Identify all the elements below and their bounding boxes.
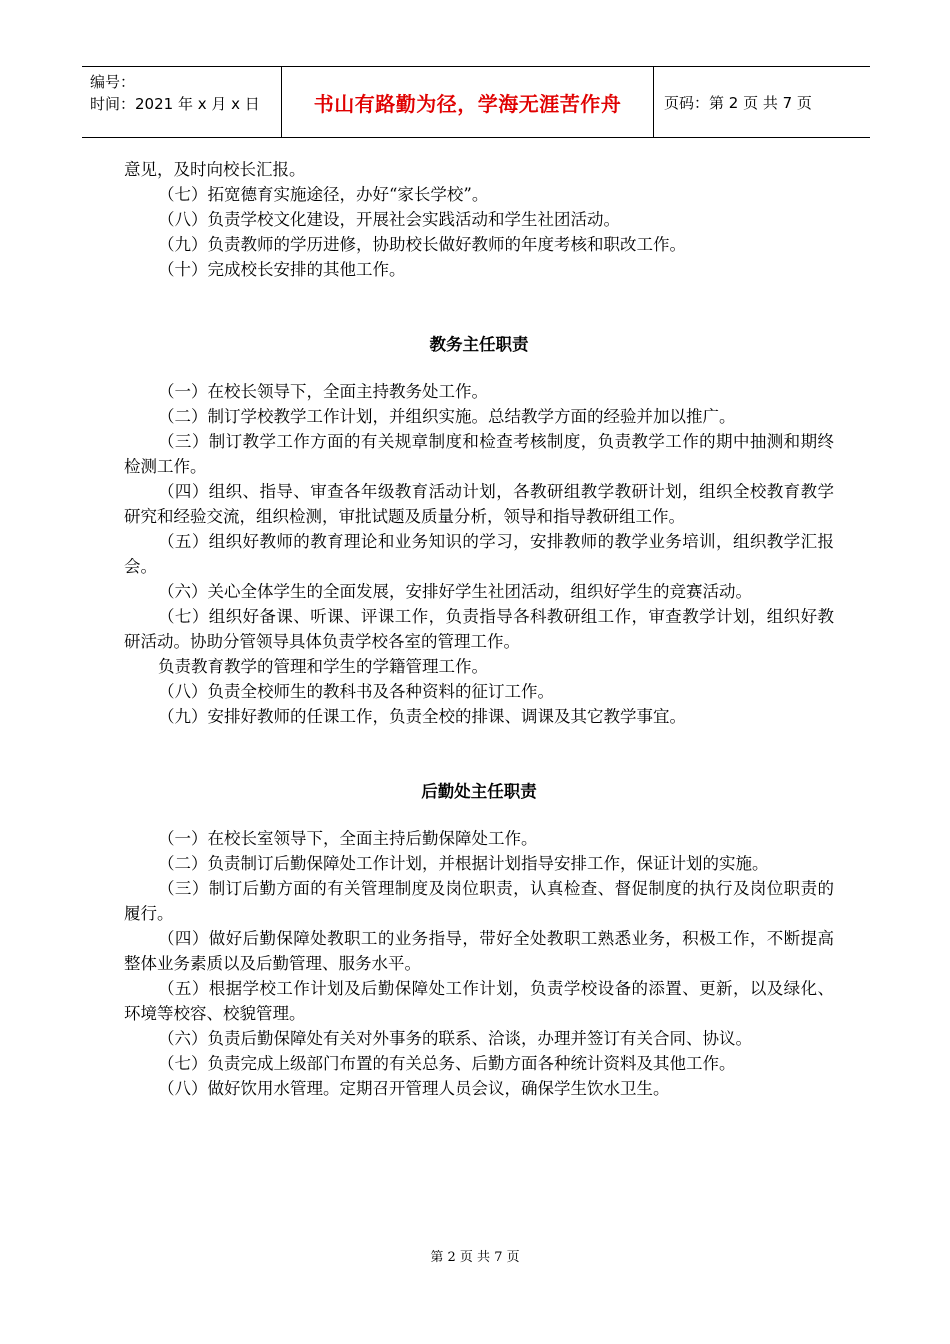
duty-item: （九）安排好教师的任课工作，负责全校的排课、调课及其它教学事宜。 [158,707,686,726]
duty-item: （一）在校长领导下，全面主持教务处工作。 [158,382,488,401]
page-header [82,66,870,138]
intro-line: （八）负责学校文化建设，开展社会实践活动和学生社团活动。 [158,210,620,229]
duty-item: （八）负责全校师生的教科书及各种资料的征订工作。 [158,682,554,701]
duty-item: （七）负责完成上级部门布置的有关总务、后勤方面各种统计资料及其他工作。 [158,1054,736,1073]
duty-item: （四）组织、指导、审查各年级教育活动计划，各教研组教学教研计划，组织全校教育教学研究和经验交流，组织检测，审批试题及质量分析，领导和指导教研组工作。 [124,482,834,526]
header-page-label: 页码：第 2 页 共 7 页 [664,93,812,112]
duty-item: （六）关心全体学生的全面发展，安排好学生社团活动，组织好学生的竞赛活动。 [158,582,752,601]
duty-item: （四）做好后勤保障处教职工的业务指导，带好全处教职工熟悉业务，积极工作，不断提高整体业务素质以及后勤管理、服务水平。 [124,929,834,973]
section-title-academic: 教务主任职责 [429,335,529,354]
intro-line: （十）完成校长安排的其他工作。 [158,260,406,279]
duty-item: （五）根据学校工作计划及后勤保障处工作计划，负责学校设备的添置、更新，以及绿化、环境等校容、校貌管理。 [124,979,834,1023]
intro-line: （九）负责教师的学历进修，协助校长做好教师的年度考核和职改工作。 [158,235,686,254]
duty-item: （二）负责制订后勤保障处工作计划，并根据计划指导安排工作，保证计划的实施。 [158,854,769,873]
section-title-logistics: 后勤处主任职责 [421,782,537,801]
intro-line: （七）拓宽德育实施途径，办好“家长学校”。 [158,185,489,204]
duty-item: （三）制订后勤方面的有关管理制度及岗位职责，认真检查、督促制度的执行及岗位职责的履行。 [124,879,834,923]
document-body [124,157,834,1101]
duty-item: （三）制订教学工作方面的有关规章制度和检查考核制度，负责教学工作的期中抽测和期终检测工作。 [124,432,834,476]
document-time-label: 时间：2021 年 x 月 x 日 [90,95,260,113]
duty-item: （五）组织好教师的教育理论和业务知识的学习，安排教师的教学业务培训，组织教学汇报会。 [124,532,834,576]
header-meta [82,67,282,137]
duty-item: （六）负责后勤保障处有关对外事务的联系、洽谈，办理并签订有关合同、协议。 [158,1029,752,1048]
header-motto: 书山有路勤为径，学海无涯苦作舟 [282,67,654,137]
page-footer: 第 2 页 共 7 页 [430,1250,520,1265]
duty-item: （七）组织好备课、听课、评课工作，负责指导各科教研组工作，审查教学计划，组织好教研活动。协助分管领导具体负责学校各室的管理工作。 [124,607,834,651]
duty-item: （一）在校长室领导下，全面主持后勤保障处工作。 [158,829,538,848]
duty-item: （二）制订学校教学工作计划，并组织实施。总结教学方面的经验并加以推广。 [158,407,736,426]
duty-item: 负责教育教学的管理和学生的学籍管理工作。 [158,657,488,676]
duty-item: （八）做好饮用水管理。定期召开管理人员会议，确保学生饮水卫生。 [158,1079,670,1098]
intro-line: 意见，及时向校长汇报。 [124,160,306,179]
document-number-label: 编号： [90,73,136,91]
